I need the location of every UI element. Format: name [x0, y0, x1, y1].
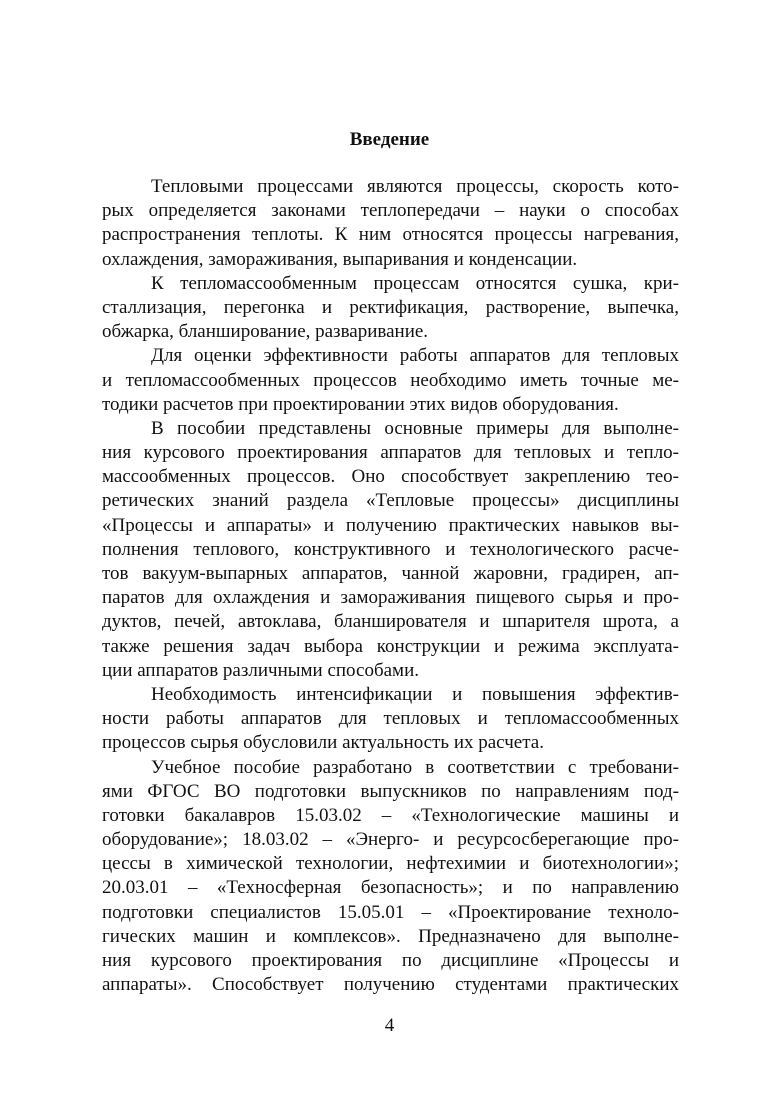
text-line: аппараты». Способствует получению студентами практических [102, 974, 679, 996]
text-line: ции аппаратов различными способами. [102, 659, 419, 681]
text-line: гических машин и комплексов». Предназначено для выполне- [102, 925, 679, 947]
text-line: обжарка, бланширование, разваривание. [102, 321, 429, 343]
paragraph [102, 272, 679, 345]
text-line: Для оценки эффективности работы аппаратов для тепловых [151, 345, 679, 367]
text-line: тов вакуум-выпарных аппаратов, чанной жаровни, градирен, ап- [102, 563, 679, 584]
text-line: К тепломассообменным процессам относятся сушка, кри- [151, 272, 679, 294]
body-text [102, 175, 679, 997]
text-line: цессы в химической технологии, нефтехимии и биотехнологии»; [102, 853, 679, 875]
text-line: ности работы аппаратов для тепловых и тепломассообменных [102, 708, 679, 730]
text-line: 20.03.01 – «Техносферная безопасность»; и по направлению [102, 877, 679, 899]
paragraph [102, 175, 679, 272]
text-line: дуктов, печей, автоклава, бланширователя и шпарителя шрота, а [102, 611, 679, 633]
text-line: рых определяется законами теплопередачи – науки о способах [102, 200, 679, 222]
text-line: и тепломассообменных процессов необходимо иметь точные ме- [102, 369, 679, 391]
text-line: массообменных процессов. Оно способствует закреплению тео- [102, 466, 679, 488]
text-line: Необходимость интенсификации и повышения эффектив- [151, 683, 679, 705]
paragraph [102, 344, 679, 417]
text-line: подготовки специалистов 15.05.01 – «Проектирование техноло- [102, 901, 679, 923]
text-line: Учебное пособие разработано в соответствии с требовани- [151, 756, 679, 778]
text-line: ния курсового проектирования аппаратов для тепловых и тепло- [102, 442, 679, 464]
page-title: Введение [349, 129, 430, 150]
text-line: В пособии представлены основные примеры для выполне- [151, 417, 679, 439]
text-line: оборудование»; 18.03.02 – «Энерго- и ресурсосберегающие про- [102, 829, 679, 851]
text-line: ями ФГОС ВО подготовки выпускников по направлениям под- [102, 780, 679, 802]
paragraph [102, 417, 679, 683]
text-line: готовки бакалавров 15.03.02 – «Технологические машины и [102, 804, 679, 826]
text-line: распространения теплоты. К ним относятся процессы нагревания, [102, 224, 679, 246]
text-line: полнения теплового, конструктивного и технологического расче- [102, 538, 679, 560]
text-line: тодики расчетов при проектировании этих видов оборудования. [102, 393, 619, 415]
paragraph [102, 756, 679, 998]
text-line: Тепловыми процессами являются процессы, скорость кото- [151, 176, 679, 197]
page-number: 4 [384, 1015, 395, 1036]
text-line: паратов для охлаждения и замораживания пищевого сырья и про- [102, 587, 679, 609]
text-line: также решения задач выбора конструкции и режима эксплуата- [102, 635, 679, 657]
text-line: ретических знаний раздела «Тепловые процессы» дисциплины [102, 490, 679, 512]
text-line: сталлизация, перегонка и ректификация, растворение, выпечка, [102, 296, 679, 318]
paragraph [102, 683, 679, 756]
text-line: «Процессы и аппараты» и получению практических навыков вы- [102, 514, 679, 536]
text-line: охлаждения, замораживания, выпаривания и конденсации. [102, 248, 578, 270]
text-line: процессов сырья обусловили актуальность их расчета. [102, 732, 544, 754]
text-line: ния курсового проектирования по дисциплине «Процессы и [102, 950, 679, 971]
